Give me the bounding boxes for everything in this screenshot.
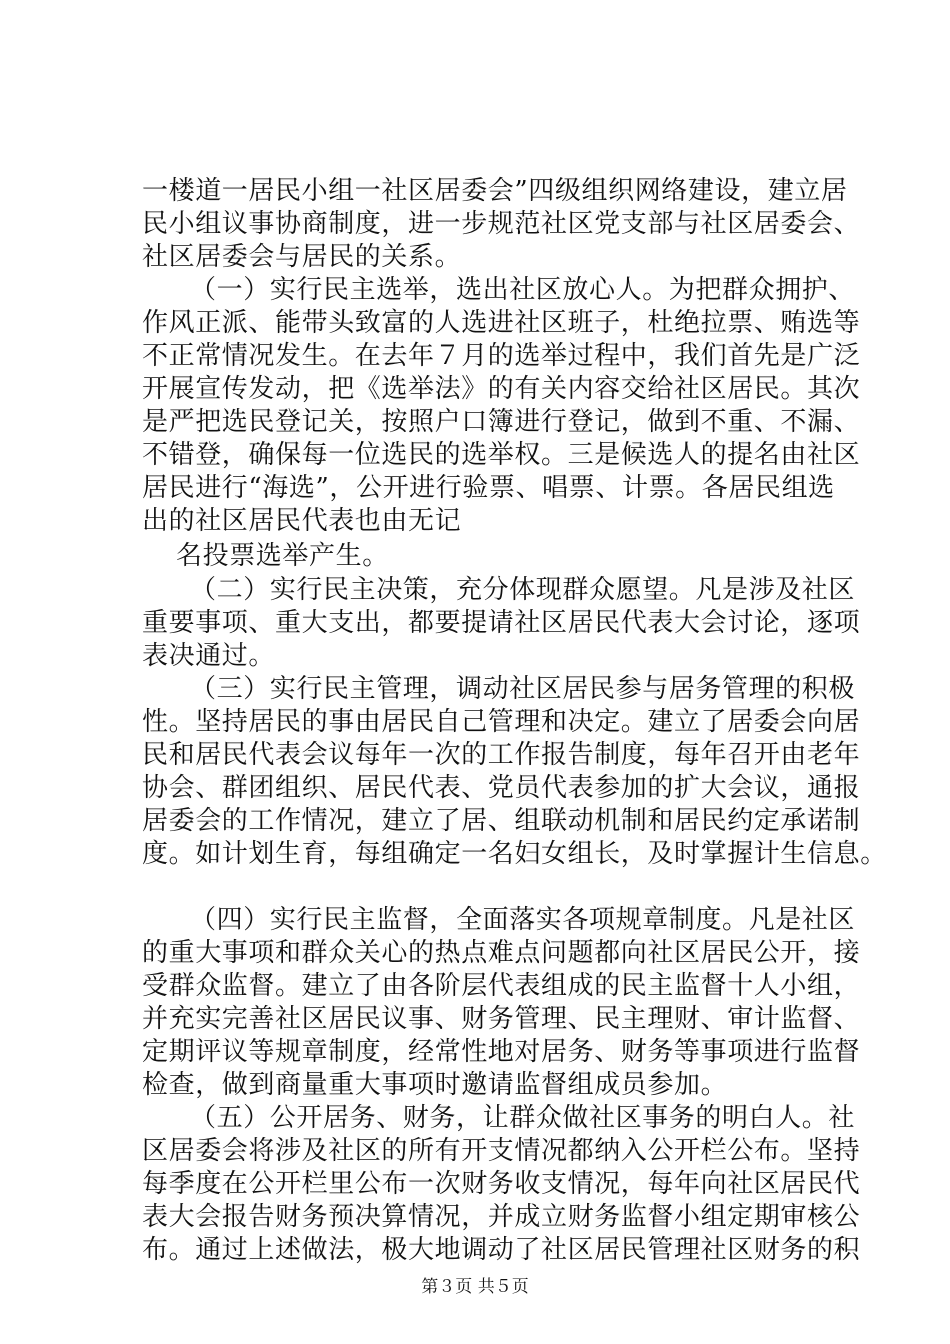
text-line: 受群众监督。建立了由各阶层代表组成的民主监督十人小组， [142, 971, 861, 1001]
text-line: 每季度在公开栏里公布一次财务收支情况，每年向社区居民代 [142, 1169, 861, 1199]
text-line: 一楼道一居民小组一社区居委会”四级组织网络建设，建立居 [142, 176, 848, 206]
text-line: 重要事项、重大支出，都要提请社区居民代表大会讨论，逐项 [142, 608, 861, 638]
text-line: 表决通过。 [142, 641, 276, 671]
page-number-footer: 第３页 共５页 [421, 1277, 529, 1297]
text-line: 协会、群团组织、居民代表、党员代表参加的扩大会议，通报 [142, 773, 861, 803]
text-line: 布。通过上述做法，极大地调动了社区居民管理社区财务的积 [142, 1235, 861, 1265]
text-line: 不正常情况发生。在去年７月的选举过程中，我们首先是广泛 [142, 341, 861, 371]
text-line: （二）实行民主决策，充分体现群众愿望。凡是涉及社区 [190, 575, 856, 605]
text-line: 民小组议事协商制度，进一步规范社区党支部与社区居委会、 [142, 209, 861, 239]
text-line: 开展宣传发动，把《选举法》的有关内容交给社区居民。其次 [142, 374, 861, 404]
text-line: 民和居民代表会议每年一次的工作报告制度，每年召开由老年 [142, 740, 861, 770]
text-line: 度。如计划生育，每组确定一名妇女组长，及时掌握计生信息。 [142, 839, 887, 869]
text-line: 不错登，确保每一位选民的选举权。三是候选人的提名由社区 [142, 440, 861, 470]
text-line: 居民进行“海选”，公开进行验票、唱票、计票。各居民组选 [142, 473, 835, 503]
text-line: 社区居委会与居民的关系。 [142, 242, 462, 272]
text-line: 的重大事项和群众关心的热点难点问题都向社区居民公开，接 [142, 938, 861, 968]
text-line: 检查，做到商量重大事项时邀请监督组成员参加。 [142, 1070, 728, 1100]
text-line: 区居委会将涉及社区的所有开支情况都纳入公开栏公布。坚持 [142, 1136, 861, 1166]
text-line: 并充实完善社区居民议事、财务管理、民主理财、审计监督、 [142, 1004, 861, 1034]
text-line: 名投票选举产生。 [176, 541, 389, 571]
text-line: （三）实行民主管理，调动社区居民参与居务管理的积极 [190, 674, 856, 704]
text-line: 性。坚持居民的事由居民自己管理和决定。建立了居委会向居 [142, 707, 861, 737]
text-line: 定期评议等规章制度，经常性地对居务、财务等事项进行监督 [142, 1037, 861, 1067]
text-line: （五）公开居务、财务，让群众做社区事务的明白人。社 [190, 1103, 856, 1133]
text-line: （四）实行民主监督，全面落实各项规章制度。凡是社区 [190, 905, 856, 935]
text-line: （一）实行民主选举，选出社区放心人。为把群众拥护、 [190, 275, 856, 305]
text-line: 居委会的工作情况，建立了居、组联动机制和居民约定承诺制 [142, 806, 861, 836]
text-line: 表大会报告财务预决算情况，并成立财务监督小组定期审核公 [142, 1202, 861, 1232]
text-line: 是严把选民登记关，按照户口簿进行登记，做到不重、不漏、 [142, 407, 861, 437]
text-line: 出的社区居民代表也由无记 [142, 506, 462, 536]
text-line: 作风正派、能带头致富的人选进社区班子，杜绝拉票、贿选等 [142, 308, 861, 338]
